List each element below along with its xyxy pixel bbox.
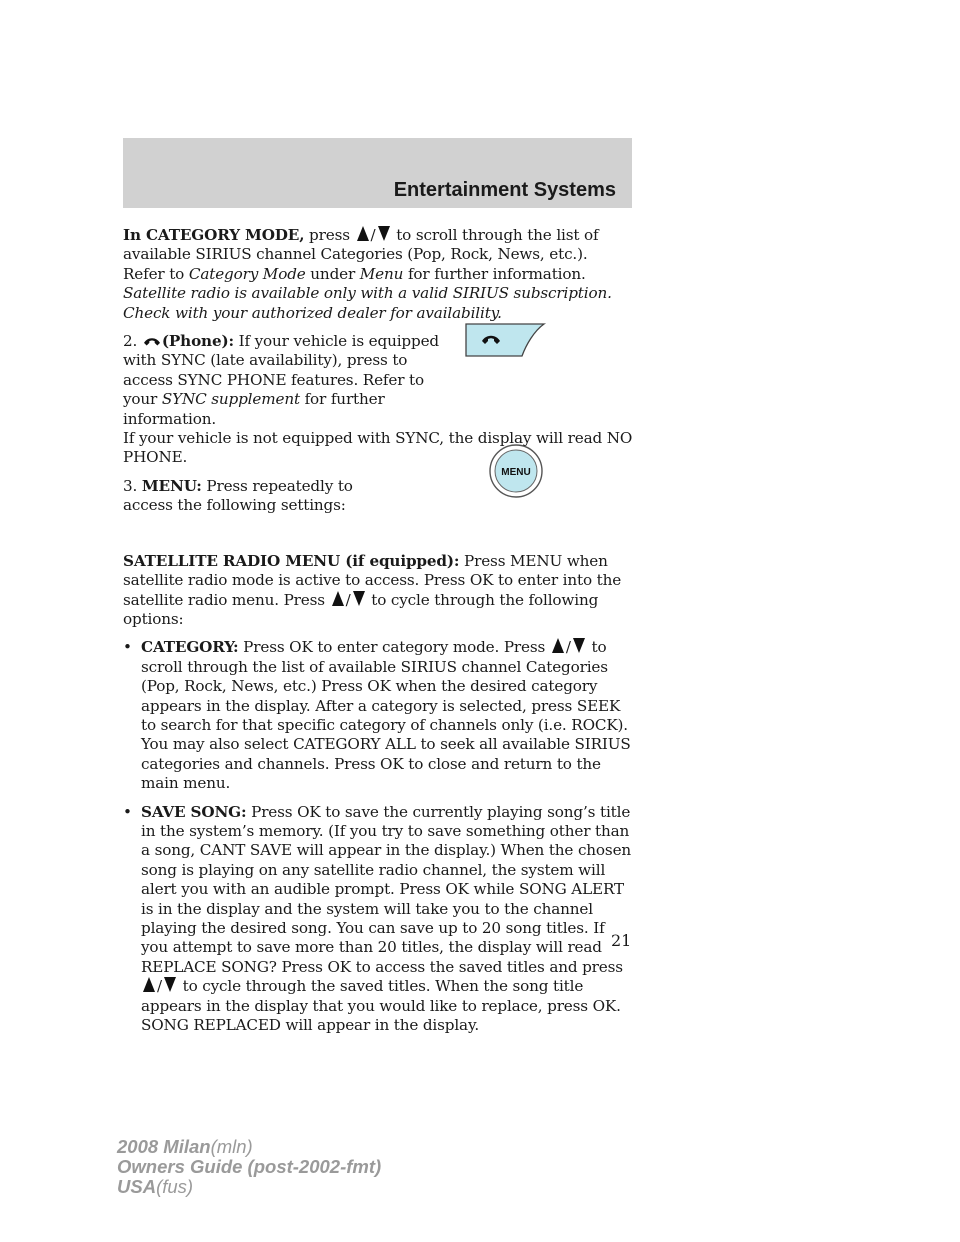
no-sync-note: If your vehicle is not equipped with SYNC, the display will read NO PHONE. [123,429,633,467]
list-item-category: • CATEGORY: Press OK to enter category mode. Press / to scroll through the list of available SIRIUS channel Categories (Pop, Rock, News, etc.) Press OK when the desired category appears in the display. After a category is selected, press SEEK to search for that specific category of channels only (i.e. ROCK). You may also select CATEGORY ALL to seek all available SIRIUS categories and channels. Press OK to close and return to the main menu. [123,638,633,793]
menu-button-label: MENU [501,467,531,478]
document-footer: 2008 Milan(mln) Owners Guide (post-2002-fmt) USA(fus) [117,1136,382,1197]
menu-item: 3. MENU: Press repeatedly to access the following settings: [123,476,353,515]
phone-item: 2. (Phone): If your vehicle is equipped with SYNC (late availability), press to access SYNC PHONE features. Refer to your SYNC supplement for further information. [123,332,439,428]
list-item-save-song: • SAVE SONG: Press OK to save the currently playing song’s title in the system’s memory. (If you try to save something other than a song, CANT SAVE will appear in the display.) When the chosen song is playing on any satellite radio channel, the system will alert you with an audible prompt. Press OK while SONG ALERT is in the display and the system will take you to the channel playing the desired song. You can save up to 20 song titles. If you attempt to save more than 20 titles, the display will read REPLACE SONG? Press OK to access the saved titles and press / to cycle through the saved titles. When the song title appears in the display that you would like to replace, press OK. SONG REPLACED will appear in the display. [123,803,633,1036]
footer-market: USA [117,1176,157,1197]
satellite-menu-options [123,638,633,1035]
down-arrow-icon [353,591,365,606]
footer-guide: Owners Guide (post-2002-fmt) [117,1156,382,1177]
phone-item-text: If your vehicle is equipped with SYNC (late availability), press to access SYNC PHONE features. Refer to your [123,332,439,409]
section-header [123,138,632,208]
up-arrow-icon [357,226,369,241]
footer-model: 2008 Milan [117,1136,211,1157]
satellite-radio-menu-paragraph: SATELLITE RADIO MENU (if equipped): Press MENU when satellite radio mode is active to access. Press OK to enter into the satellite radio menu. Press / to cycle through the following options: [123,551,622,628]
satellite-subscription-note: Satellite radio is available only with a valid SIRIUS subscription. Check with your authorized dealer for availability. [123,284,612,322]
section-title: Entertainment Systems [393,179,616,201]
down-arrow-icon [573,638,585,653]
down-arrow-icon [378,226,390,241]
up-arrow-icon [143,977,155,992]
page-number: 21 [611,931,632,950]
category-mode-paragraph: In CATEGORY MODE, press / to scroll through the list of available SIRIUS channel Categories (Pop, Rock, News, etc.). Refer to Category Mode under Menu for further information. [123,226,599,283]
down-arrow-icon [164,977,176,992]
phone-icon [144,337,160,347]
up-arrow-icon [552,638,564,653]
up-arrow-icon [332,591,344,606]
page-body [123,226,633,1044]
category-mode-lead: In CATEGORY MODE, [123,226,305,244]
